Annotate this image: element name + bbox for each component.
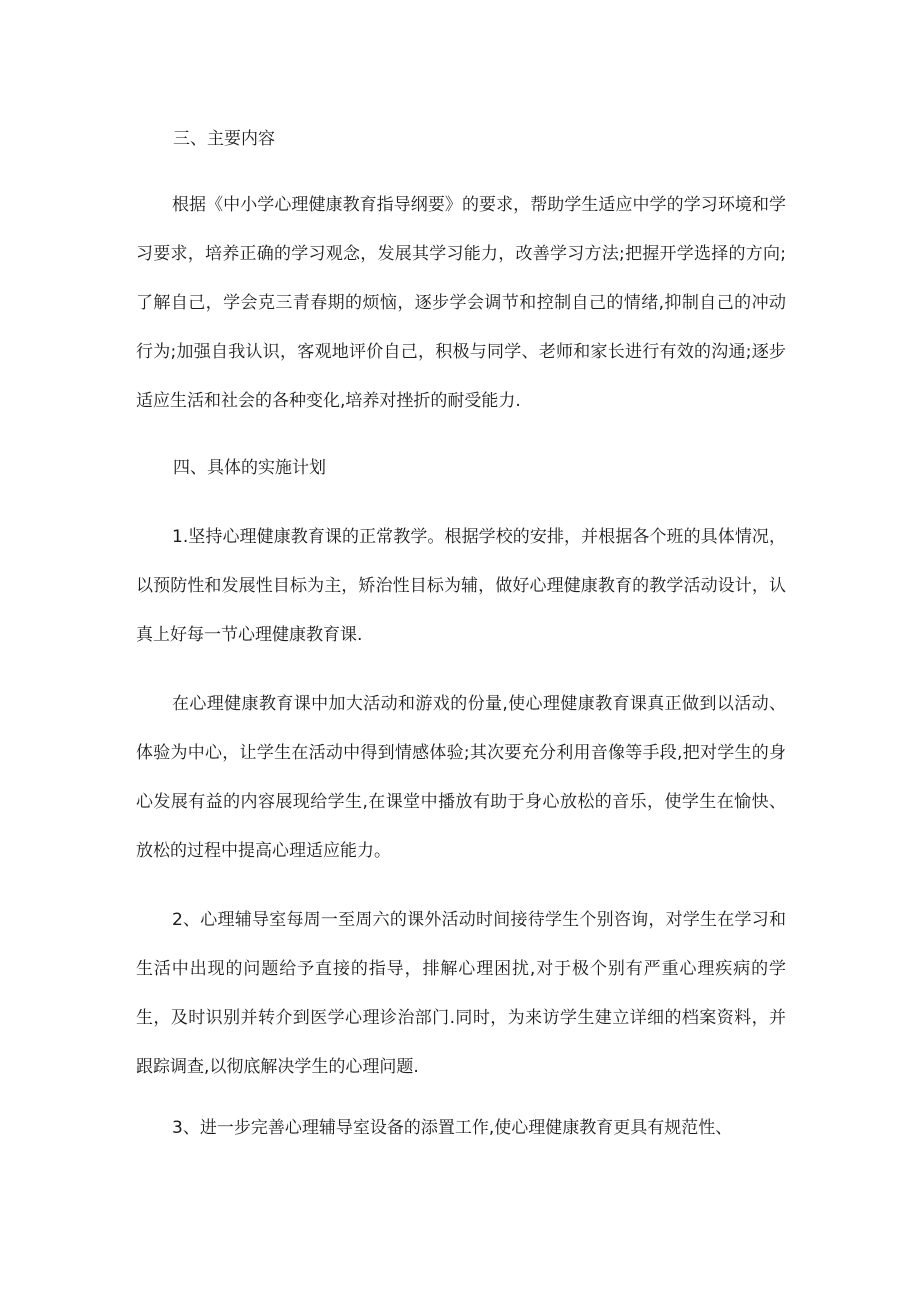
plan-item-3-paragraph: 3、进一步完善心理辅导室设备的添置工作,使心理健康教育更具有规范性、 [172,1118,733,1138]
section-3-paragraph: 根据《中小学心理健康教育指导纲要》的要求，帮助学生适应中学的学习环境和学习要求，培养正确的学习观念，发展其学习能力，改善学习方法;把握开学选择的方向;了解自己，学会克三青春期的烦恼，逐步学会调节和控制自己的情绪,抑制自己的冲动行为;加强自我认识，客观地评价自己，积极与同学、老师和家长进行有效的沟通;逐步适应生活和社会的各种变化,培养对挫折的耐受能力. [136,195,786,411]
plan-item-2-paragraph: 2、心理辅导室每周一至周六的课外活动时间接待学生个别咨询，对学生在学习和生活中出现的问题给予直接的指导，排解心理困扰,对于极个别有严重心理疾病的学生，及时识别并转介到医学心理诊治部门.同时，为来访学生建立详细的档案资料，并跟踪调查,以彻底解决学生的心理问题. [136,910,786,1077]
plan-item-1-extra-paragraph: 在心理健康教育课中加大活动和游戏的份量,使心理健康教育课真正做到以活动、体验为中心，让学生在活动中得到情感体验;其次要充分利用音像等手段,把对学生的身心发展有益的内容展现给学生,在课堂中播放有助于身心放松的音乐，使学生在愉快、放松的过程中提高心理适应能力。 [136,694,786,861]
section-4-heading: 四、具体的实施计划 [173,458,326,478]
section-3-heading: 三、主要内容 [173,129,275,149]
plan-item-1-paragraph: 1.坚持心理健康教育课的正常教学。根据学校的安排，并根据各个班的具体情况，以预防性和发展性目标为主，矫治性目标为辅，做好心理健康教育的教学活动设计，认真上好每一节心理健康教育课. [136,527,786,645]
